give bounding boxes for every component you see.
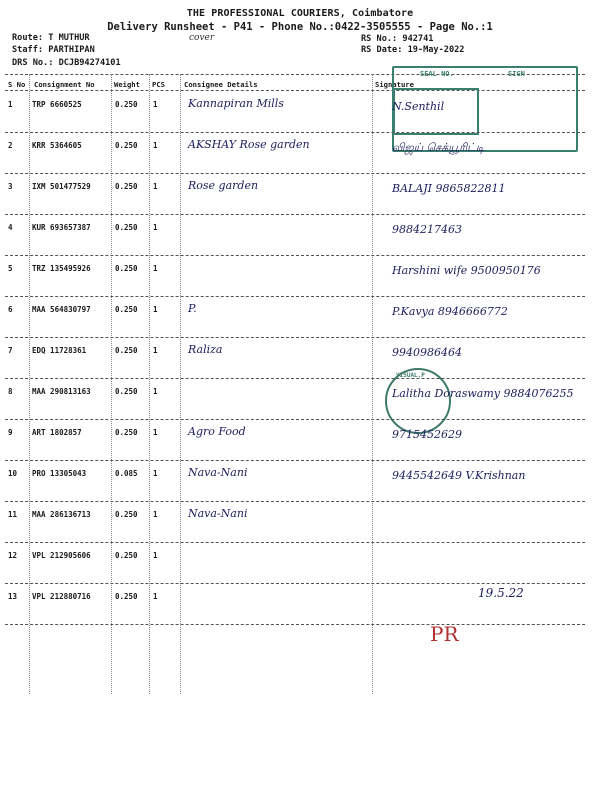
cover-note: cover	[189, 33, 215, 43]
table-row	[0, 297, 600, 338]
table-row	[0, 174, 600, 215]
row-weight: 0.250	[115, 100, 138, 109]
row-consignment-no: PRO 13305043	[32, 469, 87, 478]
table-row	[0, 543, 600, 584]
stamp-label: SEAL NO.	[420, 70, 454, 78]
row-weight: 0.085	[115, 469, 138, 478]
table-row	[0, 92, 600, 133]
row-pcs: 1	[153, 305, 158, 314]
table-row	[0, 256, 600, 297]
row-sno: 8	[8, 387, 13, 396]
col-header-weight: Weight	[114, 80, 140, 89]
row-signature-handwriting: 9445542649 V.Krishnan	[392, 469, 526, 482]
table-row	[0, 502, 600, 543]
row-sno: 5	[8, 264, 13, 273]
row-consignee-handwriting: Nava-Nani	[188, 507, 248, 520]
row-signature-handwriting: N.Senthil	[392, 100, 445, 113]
row-consignee-handwriting: Agro Food	[188, 425, 246, 438]
row-weight: 0.250	[115, 551, 138, 560]
stamp-label: SIGN	[508, 70, 525, 78]
table-row	[0, 461, 600, 502]
rs-date-field: RS Date: 19-May-2022	[361, 45, 465, 55]
row-pcs: 1	[153, 428, 158, 437]
table-row	[0, 215, 600, 256]
row-sno: 12	[8, 551, 18, 560]
row-sno: 7	[8, 346, 13, 355]
row-pcs: 1	[153, 141, 158, 150]
row-weight: 0.250	[115, 223, 138, 232]
row-signature-handwriting: 9884217463	[392, 223, 462, 236]
col-header-sno: S No	[8, 80, 26, 89]
row-signature-handwriting: 9940986464	[392, 346, 462, 359]
row-sno: 4	[8, 223, 13, 232]
table-row	[0, 379, 600, 420]
row-weight: 0.250	[115, 510, 138, 519]
row-signature-handwriting: விஜய் செக்யூரிட்டி	[392, 141, 485, 154]
row-weight: 0.250	[115, 592, 138, 601]
row-sno: 10	[8, 469, 18, 478]
col-header-consignment: Consignment No	[34, 80, 95, 89]
row-consignment-no: VPL 212880716	[32, 592, 91, 601]
row-pcs: 1	[153, 264, 158, 273]
row-consignment-no: KRR 5364605	[32, 141, 82, 150]
row-consignee-handwriting: Raliza	[188, 343, 223, 356]
row-signature-handwriting: P.Kavya 8946666772	[392, 305, 508, 318]
row-consignment-no: EDQ 11728361	[32, 346, 87, 355]
row-pcs: 1	[153, 100, 158, 109]
row-consignee-handwriting: P.	[188, 302, 197, 315]
drs-field: DRS No.: DCJB94274101	[12, 58, 121, 68]
col-header-pcs: PCS	[152, 80, 165, 89]
row-signature-handwriting: Lalitha Doraswamy 9884076255	[392, 387, 574, 400]
row-pcs: 1	[153, 346, 158, 355]
row-signature-handwriting: Harshini wife 9500950176	[392, 264, 541, 277]
row-sno: 11	[8, 510, 18, 519]
col-header-consignee: Consignee Details	[184, 80, 258, 89]
row-consignment-no: ART 1802857	[32, 428, 82, 437]
row-consignment-no: KUR 693657387	[32, 223, 91, 232]
row-weight: 0.250	[115, 182, 138, 191]
row-consignee-handwriting: Kannapiran Mills	[188, 97, 284, 110]
rs-number-field: RS No.: 942741	[361, 34, 434, 44]
col-header-signature: Signature	[375, 80, 414, 89]
row-sno: 6	[8, 305, 13, 314]
route-field: Route: T MUTHUR	[12, 33, 90, 43]
table-row	[0, 338, 600, 379]
row-weight: 0.250	[115, 305, 138, 314]
row-consignment-no: MAA 564830797	[32, 305, 91, 314]
row-weight: 0.250	[115, 264, 138, 273]
row-consignment-no: MAA 286136713	[32, 510, 91, 519]
company-title: THE PROFESSIONAL COURIERS, Coimbatore	[186, 8, 414, 19]
row-sno: 1	[8, 100, 13, 109]
row-consignment-no: VPL 212905606	[32, 551, 91, 560]
row-consignee-handwriting: Rose garden	[188, 179, 259, 192]
row-consignment-no: IXM 501477529	[32, 182, 91, 191]
row-sno: 2	[8, 141, 13, 150]
row-weight: 0.250	[115, 346, 138, 355]
runsheet-subtitle: Delivery Runsheet - P41 - Phone No.:0422-3505555 - Page No.:1	[107, 21, 493, 33]
row-consignment-no: TRZ 135495926	[32, 264, 91, 273]
row-signature-handwriting: BALAJI 9865822811	[392, 182, 506, 195]
seal-lettering: VISUAL.P	[396, 372, 425, 379]
handwritten-date: 19.5.22	[478, 586, 524, 600]
row-pcs: 1	[153, 592, 158, 601]
row-weight: 0.250	[115, 141, 138, 150]
row-sno: 9	[8, 428, 13, 437]
staff-field: Staff: PARTHIPAN	[12, 45, 95, 55]
red-initials: PR	[430, 622, 459, 646]
row-consignee-handwriting: Nava-Nani	[188, 466, 248, 479]
row-consignment-no: MAA 290813163	[32, 387, 91, 396]
row-consignment-no: TRP 6660525	[32, 100, 82, 109]
table-row	[0, 133, 600, 174]
row-pcs: 1	[153, 223, 158, 232]
row-pcs: 1	[153, 510, 158, 519]
row-divider	[5, 624, 585, 625]
table-row	[0, 420, 600, 461]
row-signature-handwriting: 9715452629	[392, 428, 462, 441]
row-pcs: 1	[153, 182, 158, 191]
row-sno: 13	[8, 592, 18, 601]
row-pcs: 1	[153, 469, 158, 478]
row-consignee-handwriting: AKSHAY Rose garden	[188, 138, 310, 151]
row-weight: 0.250	[115, 428, 138, 437]
row-weight: 0.250	[115, 387, 138, 396]
row-pcs: 1	[153, 551, 158, 560]
row-sno: 3	[8, 182, 13, 191]
row-pcs: 1	[153, 387, 158, 396]
